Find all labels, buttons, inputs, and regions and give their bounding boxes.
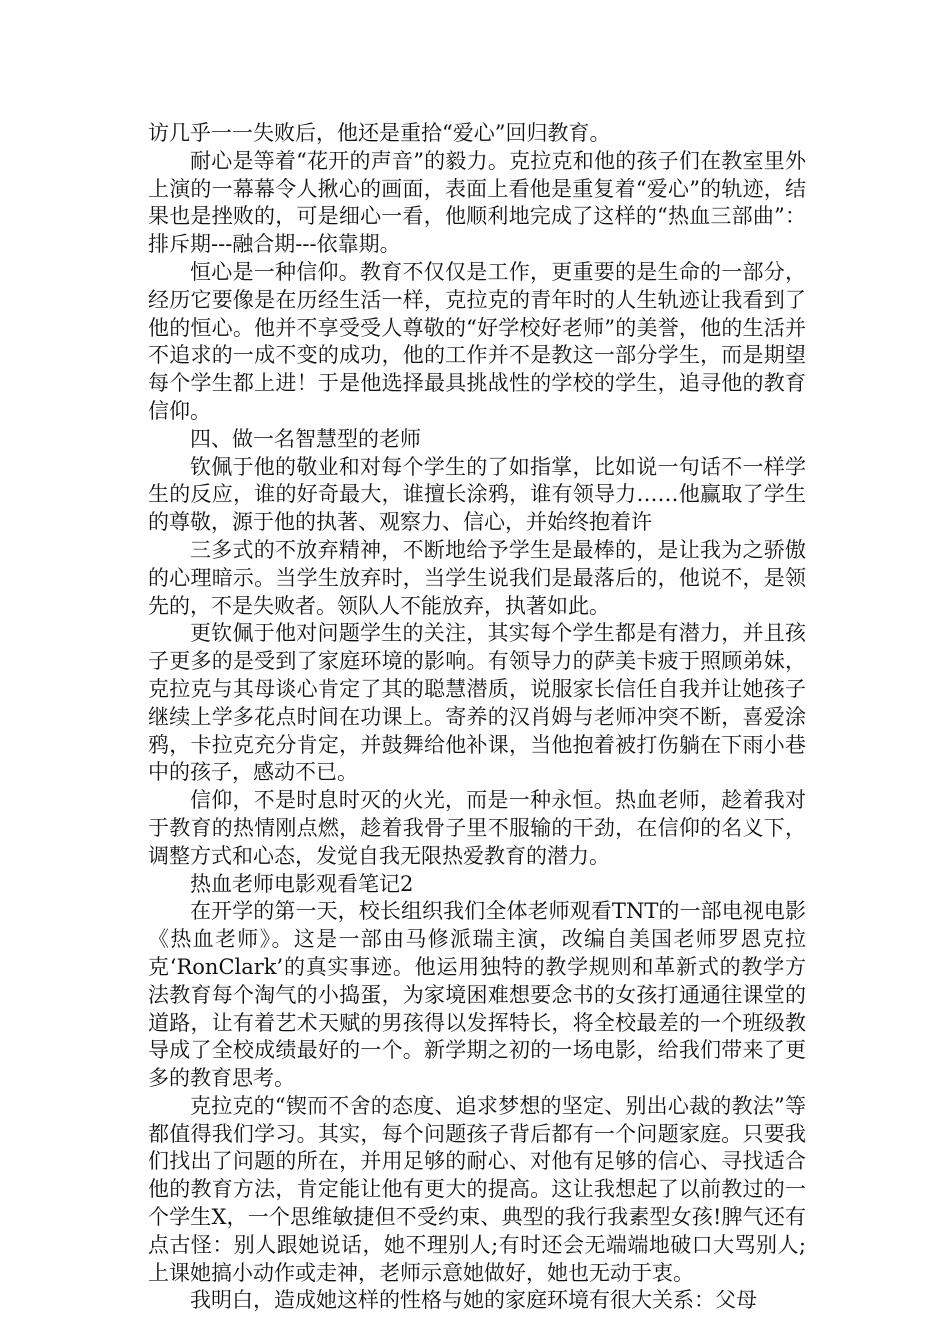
section-heading-notes-2: 热血老师电影观看笔记2 [190, 871, 414, 896]
paragraph-perseverance: 恒心是一种信仰。教育不仅仅是工作，更重要的是生命的一部分，经历它要像是在历经生活一样，克拉克的青年时的人生轨迹让我看到了他的恒心。他并不享受受人尊敬的“好学校好老师”的美誉，他的生活并不追求的一成不变的成功，他的工作并不是教这一部分学生，而是期望每个学生都上进！于是他选择最具挑战性的学校的学生，追寻他的教育信仰。 [148, 259, 806, 423]
paragraph-family-environment: 我明白，造成她这样的性格与她的家庭环境有很大关系：父母 [190, 1288, 757, 1313]
paragraph-problem-students: 更钦佩于他对问题学生的关注，其实每个学生都是有潜力，并且孩子更多的是受到了家庭环境的影响。有领导力的萨美卡疲于照顾弟妹，克拉克与其母谈心肯定了其的聪慧潜质，说服家长信任自我并让她孩子继续上学多花点时间在功课上。寄养的汉肖姆与老师冲突不断，喜爱涂鸦，卡拉克充分肯定，并鼓舞给他补课，当他抱着被打伤躺在下雨小巷中的孩子，感动不已。 [148, 621, 806, 785]
paragraph-admiration: 钦佩于他的敬业和对每个学生的了如指掌，比如说一句话不一样学生的反应，谁的好奇最大，谁擅长涂鸦，谁有领导力……他赢取了学生的尊敬，源于他的执著、观察力、信心，并始终抱着许 [148, 454, 806, 535]
paragraph-patience: 耐心是等着“花开的声音”的毅力。克拉克和他的孩子们在教室里外上演的一幕幕令人揪心的画面，表面上看他是重复着“爱心”的轨迹，结果也是挫败的，可是细心一看，他顺利地完成了这样的“热血三部曲”：排斥期---融合期---依靠期。 [148, 148, 806, 257]
paragraph-continuation: 访几乎一一失败后，他还是重拾“爱心”回归教育。 [148, 121, 611, 145]
document-body [148, 120, 806, 1315]
paragraph-clark-lessons: 克拉克的“锲而不舍的态度、追求梦想的坚定、别出心裁的教法”等都值得我们学习。其实，每个问题孩子背后都有一个问题家庭。只要我们找出了问题的所在，并用足够的耐心、对他有足够的信心、寻找适合他的教育方法，肯定能让他有更大的提高。这让我想起了以前教过的一个学生X，一个思维敏捷但不受约束、典型的我行我素型女孩!脾气还有点古怪：别人跟她说话，她不理别人;有时还会无端端地破口大骂别人;上课她搞小动作或走神，老师示意她做好，她也无动于衷。 [148, 1093, 806, 1285]
paragraph-belief: 信仰，不是时息时灭的火光，而是一种永恒。热血老师，趁着我对于教育的热情刚点燃，趁着我骨子里不服输的干劲，在信仰的名义下，调整方式和心态，发觉自我无限热爱教育的潜力。 [148, 788, 806, 868]
paragraph-first-day: 在开学的第一天，校长组织我们全体老师观看TNT的一部电视电影《热血老师》。这是一部由马修派瑞主演，改编自美国老师罗恩克拉克‘RonClark’的真实事迹。他运用独特的教学规则和革新式的教学方法教育每个淘气的小捣蛋，为家境困难想要念书的女孩打通通往课堂的道路，让有着艺术天赋的男孩得以发挥特长，将全校最差的一个班级教导成了全校成绩最好的一个。新学期之初的一场电影，给我们带来了更多的教育思考。 [148, 899, 806, 1091]
section-heading-wise-teacher: 四、做一名智慧型的老师 [190, 426, 421, 451]
paragraph-never-give-up: 三多式的不放弃精神，不断地给予学生是最棒的，是让我为之骄傲的心理暗示。当学生放弃时，当学生说我们是最落后的，他说不，是领先的，不是失败者。领队人不能放弃，执著如此。 [148, 537, 806, 618]
